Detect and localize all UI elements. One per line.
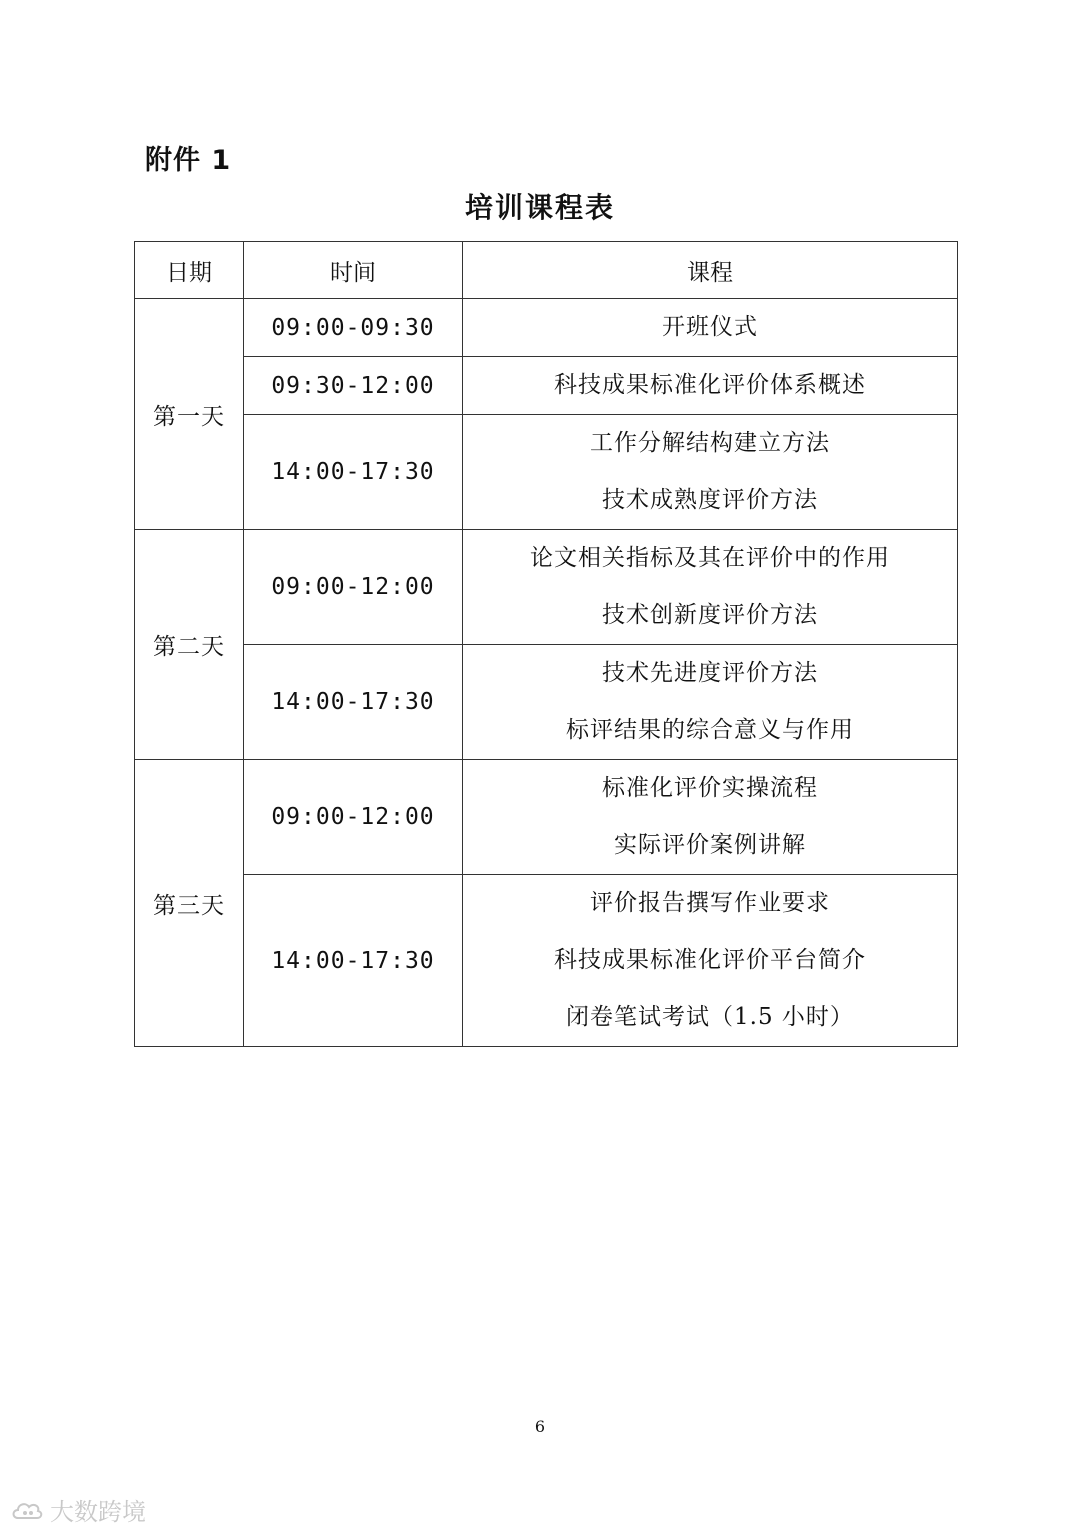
day-label: 第二天 [135, 530, 244, 760]
course-item: 技术成熟度评价方法 [602, 487, 818, 513]
session-time: 14:00-17:30 [244, 645, 463, 760]
training-schedule-table [134, 241, 958, 1047]
session-time: 09:30-12:00 [244, 357, 463, 415]
watermark [10, 1492, 146, 1527]
table-row [135, 415, 958, 530]
course-item: 开班仪式 [662, 314, 758, 340]
course-item: 实际评价案例讲解 [614, 832, 806, 858]
table-header-row [135, 242, 958, 299]
course-item: 评价报告撰写作业要求 [590, 890, 830, 916]
session-time: 14:00-17:30 [244, 875, 463, 1047]
session-time: 14:00-17:30 [244, 415, 463, 530]
page-number: 6 [534, 1417, 546, 1436]
table-row [135, 357, 958, 415]
watermark-text: 大数跨境 [50, 1498, 146, 1526]
header-time: 时间 [244, 242, 463, 299]
course-item: 工作分解结构建立方法 [590, 430, 830, 456]
course-item: 闭卷笔试考试（1.5 小时） [566, 1004, 854, 1030]
header-date: 日期 [135, 242, 244, 299]
session-courses [463, 415, 958, 530]
attachment-label: 附件 1 [145, 145, 232, 176]
session-time: 09:00-12:00 [244, 530, 463, 645]
day-label: 第三天 [135, 760, 244, 1047]
table-row [135, 530, 958, 645]
document-title: 培训课程表 [464, 191, 615, 224]
session-courses [463, 530, 958, 645]
course-item: 技术创新度评价方法 [602, 602, 818, 628]
course-item: 标评结果的综合意义与作用 [566, 717, 854, 743]
session-time: 09:00-12:00 [244, 760, 463, 875]
course-item: 技术先进度评价方法 [602, 660, 818, 686]
table-row [135, 760, 958, 875]
session-courses [463, 299, 958, 357]
session-courses [463, 645, 958, 760]
session-courses [463, 357, 958, 415]
session-time: 09:00-09:30 [244, 299, 463, 357]
table-row [135, 645, 958, 760]
course-item: 论文相关指标及其在评价中的作用 [530, 545, 890, 571]
cloud-logo-icon [10, 1498, 44, 1522]
session-courses [463, 875, 958, 1047]
table-row [135, 299, 958, 357]
table-row [135, 875, 958, 1047]
header-course: 课程 [463, 242, 958, 299]
course-item: 科技成果标准化评价体系概述 [554, 372, 866, 398]
day-label: 第一天 [135, 299, 244, 530]
course-item: 科技成果标准化评价平台简介 [554, 947, 866, 973]
course-item: 标准化评价实操流程 [602, 775, 818, 801]
session-courses [463, 760, 958, 875]
